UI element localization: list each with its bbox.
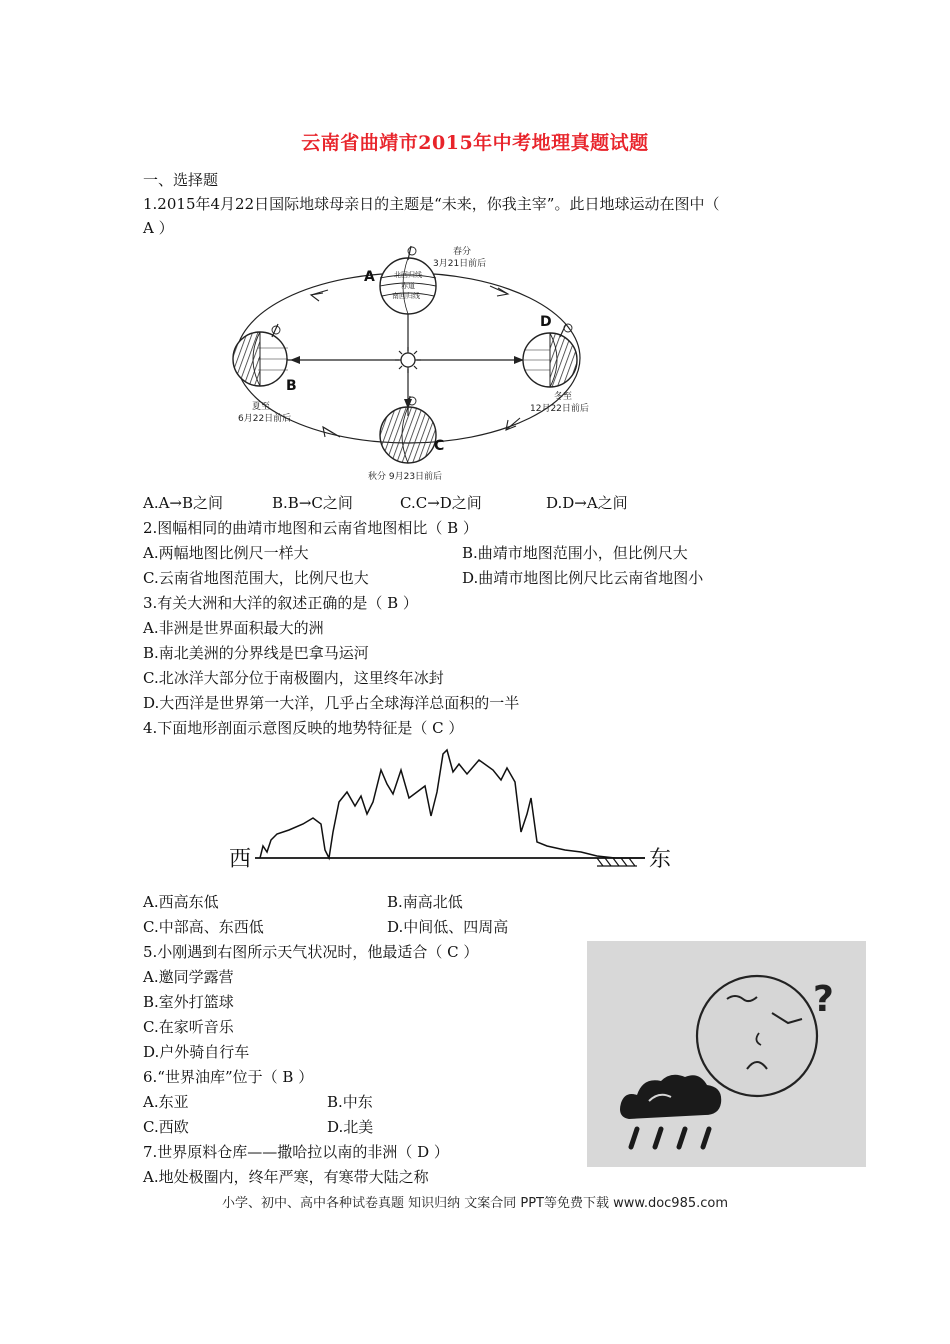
page-title: 云南省曲靖市2015年中考地理真题试题 xyxy=(301,132,649,154)
q6-option-a: A.东亚 xyxy=(143,1093,189,1111)
spring-date-label: 3月21日前后 xyxy=(433,259,487,269)
weather-illustration xyxy=(587,941,866,1167)
earth-position-a xyxy=(380,246,436,314)
q1-stem-answer: A ） xyxy=(143,219,174,237)
q4-stem: 4.下面地形剖面示意图反映的地势特征是（ C ） xyxy=(143,719,464,737)
q4-option-c: C.中部高、东西低 xyxy=(143,918,264,936)
south-tropic-label: 南回归线 xyxy=(392,292,420,300)
terrain-profile-line xyxy=(260,750,645,858)
q1-option-a: A.A→B之间 xyxy=(143,494,224,512)
label-d: D xyxy=(540,314,552,330)
q2-option-a: A.两幅地图比例尺一样大 xyxy=(143,544,309,562)
q2-option-b: B.曲靖市地图范围小，但比例尺大 xyxy=(462,544,688,562)
label-b: B xyxy=(286,378,297,394)
question-mark: ? xyxy=(813,979,834,1020)
earth-orbit-diagram xyxy=(228,238,598,483)
q3-option-d: D.大西洋是世界第一大洋，几乎占全球海洋总面积的一半 xyxy=(143,694,520,712)
earth-position-b xyxy=(233,324,288,386)
q7-option-a: A.地处极圈内，终年严寒，有寒带大陆之称 xyxy=(143,1168,429,1186)
east-label: 东 xyxy=(649,847,672,872)
section-heading: 一、选择题 xyxy=(143,171,219,189)
q6-option-d: D.北美 xyxy=(327,1118,374,1136)
q3-option-c: C.北冰洋大部分位于南极圈内，这里终年冰封 xyxy=(143,669,444,687)
q2-stem: 2.图幅相同的曲靖市地图和云南省地图相比（ B ） xyxy=(143,519,478,537)
earth-position-c xyxy=(380,396,436,463)
q4-option-b: B.南高北低 xyxy=(387,893,463,911)
q3-option-b: B.南北美洲的分界线是巴拿马运河 xyxy=(143,644,369,662)
q2-option-d: D.曲靖市地图比例尺比云南省地图小 xyxy=(462,569,704,587)
q6-option-c: C.西欧 xyxy=(143,1118,189,1136)
west-label: 西 xyxy=(229,847,252,872)
q6-option-b: B.中东 xyxy=(327,1093,373,1111)
earth-position-d xyxy=(523,324,577,387)
q5-stem: 5.小刚遇到右图所示天气状况时，他最适合（ C ） xyxy=(143,943,479,961)
q2-option-c: C.云南省地图范围大，比例尺也大 xyxy=(143,569,369,587)
page-footer: 小学、初中、高中各种试卷真题 知识归纳 文案合同 PPT等免费下载 www.doc985.com xyxy=(221,1196,729,1211)
rain-cloud-icon xyxy=(620,1075,721,1147)
equator-label: 赤道 xyxy=(401,282,415,290)
sun-icon xyxy=(395,347,421,373)
q5-option-d: D.户外骑自行车 xyxy=(143,1043,250,1061)
q7-stem: 7.世界原料仓库——撒哈拉以南的非洲（ D ） xyxy=(143,1143,449,1161)
label-c: C xyxy=(434,438,445,454)
moon-face-icon xyxy=(697,976,817,1096)
winter-label: 冬至 xyxy=(554,392,573,402)
q5-option-b: B.室外打篮球 xyxy=(143,993,234,1011)
autumn-label: 秋分 9月23日前后 xyxy=(368,472,443,482)
q1-option-d: D.D→A之间 xyxy=(546,494,628,512)
q6-stem: 6.“世界油库”位于（ B ） xyxy=(143,1068,314,1086)
q3-stem: 3.有关大洲和大洋的叙述正确的是（ B ） xyxy=(143,594,418,612)
q4-option-a: A.西高东低 xyxy=(143,893,219,911)
q1-stem: 1.2015年4月22日国际地球母亲日的主题是“未来，你我主宰”。此日地球运动在图中（ xyxy=(143,195,720,213)
q3-option-a: A.非洲是世界面积最大的洲 xyxy=(143,619,324,637)
winter-date-label: 12月22日前后 xyxy=(530,404,589,414)
q4-option-d: D.中间低、四周高 xyxy=(387,918,509,936)
summer-label: 夏至 xyxy=(252,402,271,412)
north-tropic-label: 北回归线 xyxy=(394,271,422,279)
summer-date-label: 6月22日前后 xyxy=(238,414,292,424)
terrain-profile-diagram xyxy=(225,740,685,880)
q5-option-a: A.邀同学露营 xyxy=(143,968,234,986)
q1-option-b: B.B→C之间 xyxy=(272,494,353,512)
q5-option-c: C.在家听音乐 xyxy=(143,1018,234,1036)
spring-label: 春分 xyxy=(453,247,472,257)
label-a: A xyxy=(364,269,375,285)
q1-option-c: C.C→D之间 xyxy=(400,494,482,512)
